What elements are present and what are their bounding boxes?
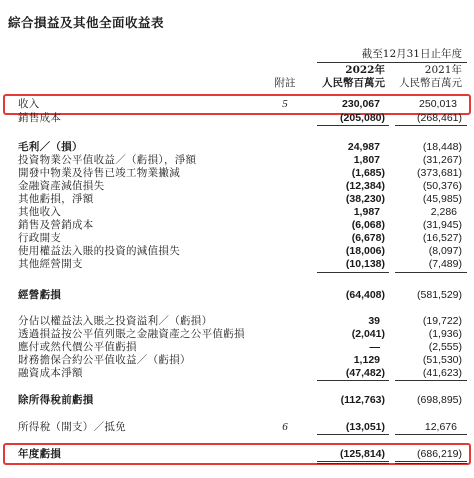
row-value-2021: (41,623) bbox=[422, 367, 462, 379]
subtotal-rule-2022 bbox=[317, 125, 389, 126]
row-value-2021: (698,895) bbox=[417, 394, 462, 406]
note-column-header: 附註 bbox=[274, 77, 296, 89]
unit-2022-header: 人民幣百萬元 bbox=[322, 77, 385, 89]
row-gross-profit bbox=[0, 140, 474, 154]
statement-title: 綜合損益及其他全面收益表 bbox=[8, 15, 165, 30]
row-cost-of-sales bbox=[0, 111, 474, 125]
total-rule-2022 bbox=[317, 461, 389, 462]
subtotal-rule-2022 bbox=[317, 272, 389, 273]
year-2022-header: 2022年 bbox=[345, 64, 385, 76]
row-note: 6 bbox=[282, 421, 288, 433]
row-selling-marketing bbox=[0, 218, 474, 232]
row-value-2022: (12,384) bbox=[345, 180, 385, 192]
row-value-2021: 12,676 bbox=[424, 421, 457, 433]
row-value-2021: (7,489) bbox=[428, 258, 462, 270]
row-property-writedown bbox=[0, 166, 474, 180]
row-value-2021: (18,448) bbox=[422, 141, 462, 153]
row-value-2021: (16,527) bbox=[422, 232, 462, 244]
row-annual-loss bbox=[0, 447, 474, 461]
row-contingent-consideration bbox=[0, 340, 474, 354]
total-double-rule-2021 bbox=[395, 463, 467, 464]
row-value-2022: (205,080) bbox=[340, 112, 385, 124]
row-label: 其他虧損，淨額 bbox=[18, 193, 94, 205]
subtotal-rule-2022 bbox=[317, 434, 389, 435]
total-rule-2021 bbox=[395, 461, 467, 462]
year-2021-header: 2021年 bbox=[424, 64, 462, 76]
row-share-of-equity-profit bbox=[0, 314, 474, 328]
row-value-2021: (31,945) bbox=[422, 219, 462, 231]
row-label: 應付或然代價公平值虧損 bbox=[18, 341, 137, 353]
row-value-2022: (112,763) bbox=[340, 394, 385, 406]
row-revenue bbox=[0, 97, 474, 111]
row-value-2022: (18,006) bbox=[345, 245, 385, 257]
row-value-2022: (2,041) bbox=[351, 328, 385, 340]
row-value-2022: (1,685) bbox=[351, 167, 385, 179]
row-value-2022: (13,051) bbox=[345, 421, 385, 433]
row-label: 開發中物業及待售已竣工物業撇減 bbox=[18, 167, 180, 179]
row-value-2022: 1,129 bbox=[353, 354, 380, 366]
row-label: 投資物業公平值收益／（虧損），淨額 bbox=[18, 154, 197, 166]
row-value-2022: 230,067 bbox=[342, 98, 380, 110]
row-label: 透過損益按公平值列賬之金融資產之公平值虧損 bbox=[18, 328, 245, 340]
row-label: 經營虧損 bbox=[18, 289, 62, 301]
total-double-rule-2022 bbox=[317, 463, 389, 464]
subtotal-rule-2022 bbox=[317, 380, 389, 381]
row-value-2022: (125,814) bbox=[340, 448, 385, 460]
row-income-tax bbox=[0, 420, 474, 434]
row-label: 行政開支 bbox=[18, 232, 62, 244]
row-label: 金融資產減值損失 bbox=[18, 180, 105, 192]
row-other-operating-expenses bbox=[0, 257, 474, 271]
row-value-2021: (31,267) bbox=[422, 154, 462, 166]
row-label: 除所得稅前虧損 bbox=[18, 394, 94, 406]
row-label: 銷售成本 bbox=[18, 112, 62, 124]
row-label: 其他收入 bbox=[18, 206, 62, 218]
row-value-2021: (686,219) bbox=[417, 448, 462, 460]
row-other-losses bbox=[0, 192, 474, 206]
row-value-2022: 1,807 bbox=[353, 154, 380, 166]
row-value-2022: (6,068) bbox=[351, 219, 385, 231]
row-value-2021: (51,530) bbox=[422, 354, 462, 366]
row-value-2022: 24,987 bbox=[347, 141, 380, 153]
row-value-2021: 250,013 bbox=[419, 98, 457, 110]
row-value-2022: — bbox=[369, 341, 380, 353]
subtotal-rule-2021 bbox=[395, 272, 467, 273]
row-operating-loss bbox=[0, 288, 474, 302]
row-label: 銷售及營銷成本 bbox=[18, 219, 94, 231]
row-value-2021: (1,936) bbox=[428, 328, 462, 340]
row-label: 融資成本淨額 bbox=[18, 367, 83, 379]
row-value-2021: (268,461) bbox=[417, 112, 462, 124]
subtotal-rule-2021 bbox=[395, 434, 467, 435]
row-net-finance-costs bbox=[0, 366, 474, 380]
row-value-2022: (6,678) bbox=[351, 232, 385, 244]
row-value-2022: (47,482) bbox=[345, 367, 385, 379]
row-value-2021: (373,681) bbox=[417, 167, 462, 179]
row-loss-before-tax bbox=[0, 393, 474, 407]
unit-2021-header: 人民幣百萬元 bbox=[399, 77, 462, 89]
row-value-2021: (2,555) bbox=[428, 341, 462, 353]
row-investment-property-fv bbox=[0, 153, 474, 167]
row-value-2021: (19,722) bbox=[422, 315, 462, 327]
period-rule bbox=[317, 62, 467, 63]
row-label: 毛利／（損） bbox=[18, 141, 83, 153]
row-other-income bbox=[0, 205, 474, 219]
subtotal-rule-2021 bbox=[395, 125, 467, 126]
row-label: 使用權益法入賬的投資的減值損失 bbox=[18, 245, 180, 257]
row-equity-investment-impairment bbox=[0, 244, 474, 258]
row-value-2021: 2,286 bbox=[430, 206, 457, 218]
row-financial-asset-impairment bbox=[0, 179, 474, 193]
row-label: 收入 bbox=[18, 98, 40, 110]
row-value-2022: (38,230) bbox=[345, 193, 385, 205]
row-label: 所得稅（開支）／抵免 bbox=[18, 421, 126, 433]
subtotal-rule-2021 bbox=[395, 380, 467, 381]
row-financial-guarantee bbox=[0, 353, 474, 367]
row-value-2021: (45,985) bbox=[422, 193, 462, 205]
row-value-2021: (8,097) bbox=[428, 245, 462, 257]
row-label: 財務擔保合約公平值收益／（虧損） bbox=[18, 354, 191, 366]
row-value-2022: 39 bbox=[368, 315, 380, 327]
row-value-2021: (581,529) bbox=[417, 289, 462, 301]
row-admin-expenses bbox=[0, 231, 474, 245]
row-value-2021: (50,376) bbox=[422, 180, 462, 192]
period-header: 截至12月31日止年度 bbox=[361, 48, 462, 60]
row-value-2022: (10,138) bbox=[345, 258, 385, 270]
row-label: 分佔以權益法入賬之投資溢利／（虧損） bbox=[18, 315, 213, 327]
row-label: 其他經營開支 bbox=[18, 258, 83, 270]
row-note: 5 bbox=[282, 98, 288, 110]
row-value-2022: (64,408) bbox=[345, 289, 385, 301]
row-fvtpl-loss bbox=[0, 327, 474, 341]
row-value-2022: 1,987 bbox=[353, 206, 380, 218]
row-label: 年度虧損 bbox=[18, 448, 62, 460]
